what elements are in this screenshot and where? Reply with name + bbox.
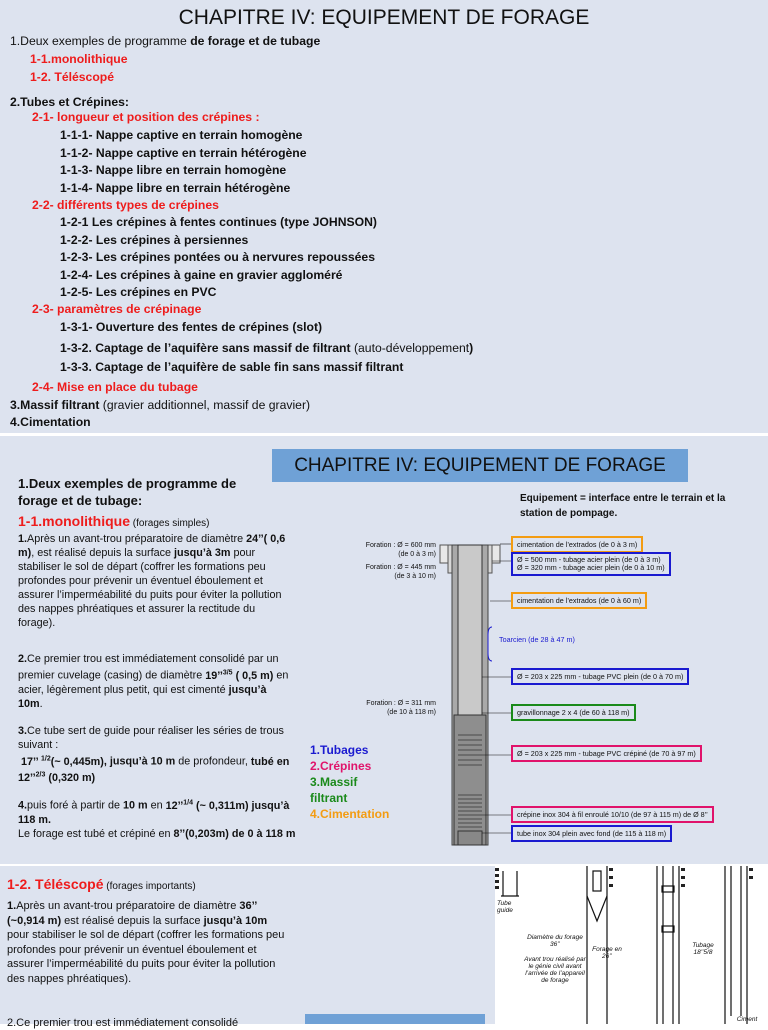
telescope-subheading: 1-2. Téléscopé (forages importants): [7, 876, 196, 892]
box-cementation-0-60: cimentation de l’extrados (de 0 à 60 m): [511, 592, 647, 609]
slide1-title: CHAPITRE IV: EQUIPEMENT DE FORAGE: [178, 6, 590, 29]
outline-line: 1-2-2- Les crépines à persiennes: [60, 233, 249, 247]
legend-tubages: 1.Tubages: [310, 743, 369, 757]
slide2-title: CHAPITRE IV: EQUIPEMENT DE FORAGE: [272, 449, 688, 482]
telescope-paragraph-1: 1.Après un avant-trou préparatoire de diamètre 36’’ (~0,914 m) est réalisé depuis la surface jusqu’à 10m pour stabiliser le sol de départ (coffrer les formations peu profondes pour prévenir un éventuel éboulement et assurer l’imperméabilité du puits pour éviter la pollution des nappes phréatiques).: [7, 900, 285, 985]
outline-line: 3.Massif filtrant (gravier additionnel, massif de gravier): [10, 398, 311, 412]
sketch-diametre: Diamètre du forage 36’’: [527, 934, 583, 948]
outline-line: 1-1-1- Nappe captive en terrain homogène: [60, 128, 303, 142]
leader-lines: [470, 535, 515, 840]
legend-cimentation: 4.Cimentation: [310, 807, 390, 821]
outline-line: 4.Cimentation: [10, 415, 91, 429]
sketch-avant-trou: Avant trou réalisé par le génie civil avant l’arrivée de l’appareil de forage: [524, 956, 586, 984]
mono-paragraph-4: 4.puis foré à partir de 10 m en 12’’$^{1/4}$ (~ 0,311m) jusqu’à 118 m. Le forage est tubé et crépiné en 8’’(0,203m) de 0 à 118 m: [18, 799, 296, 840]
outline-line: 1-2-4- Les crépines à gaine en gravier aggloméré: [60, 268, 343, 282]
outline-line: 1-2-1 Les crépines à fentes continues (type JOHNSON): [60, 215, 377, 229]
outline-line: 2.Tubes et Crépines:: [10, 95, 129, 109]
foration-600: Foration : Ø = 600 mm (de 0 à 3 m): [365, 542, 436, 558]
legend-crepines: 2.Crépines: [310, 759, 372, 773]
sketch-tube-guide: Tube guide: [497, 900, 513, 914]
telescope-sketch: [495, 866, 768, 1024]
legend-filtrant: filtrant: [310, 791, 348, 805]
outline-line: 1-2-5- Les crépines en PVC: [60, 285, 217, 299]
next-title-bar: [305, 1014, 485, 1024]
outline-line: 1-2. Téléscopé: [30, 70, 114, 84]
outline-line: 1-2-3- Les crépines pontées ou à nervures repoussées: [60, 250, 375, 264]
box-pvc-plein: Ø = 203 x 225 mm - tubage PVC plein (de 0 à 70 m): [511, 668, 689, 685]
box-tube-inox: tube inox 304 plein avec fond (de 115 à 118 m): [511, 825, 672, 842]
sketch-forage-26: Forage en 26’’: [592, 946, 622, 960]
sketch-ciment: Ciment: [736, 1016, 758, 1023]
equipement-note: Equipement = interface entre le terrain et la station de pompage.: [520, 493, 726, 519]
outline-line: 1-1-2- Nappe captive en terrain hétérogène: [60, 146, 307, 160]
mono-paragraph-3: 3.Ce tube sert de guide pour réaliser les séries de trous suivant : 17’’ $^{1/2}$(~ 0,445m), jusqu’à 10 m de profondeur, tubé en 12’’$^{2/3}$ (0,320 m): [18, 725, 290, 785]
diagram-legend: [310, 742, 389, 822]
outline-line: 1-1.monolithique: [30, 52, 128, 66]
mono-paragraph-1: 1.Après un avant-trou préparatoire de diamètre 24’’( 0,6 m), est réalisé depuis la surface jusqu’à 3m pour stabiliser le sol de départ (coffrer les formations peu profondes pour prévenir un éventuel éboulement et assurer l’imperméabilité du puits pour éviter la pollution des nappes phréatiques et assurer la rectitude du forage).: [18, 533, 286, 629]
outline-line: 2-1- longueur et position des crépines :: [32, 110, 260, 124]
foration-311: Foration : Ø = 311 mm (de 10 à 118 m): [366, 700, 436, 716]
outline-line: 1-3-1- Ouverture des fentes de crépines (slot): [60, 320, 323, 334]
slide2-heading: 1.Deux exemples de programme de: [18, 476, 237, 491]
outline-line: 1-1-3- Nappe libre en terrain homogène: [60, 163, 287, 177]
slide2-heading-2: forage et de tubage:: [18, 493, 143, 508]
mono-paragraph-2: 2.Ce premier trou est immédiatement consolidé par un premier cuvelage (casing) de diamètre 19’’$^{3/5}$ ( 0,5 m) en acier, légèrement plus petit, qui est cimenté jusqu’à 10m.: [18, 653, 289, 710]
outline-line: 2-3- paramètres de crépinage: [32, 302, 202, 316]
box-steel-casing: Ø = 500 mm - tubage acier plein (de 0 à 3 m) Ø = 320 mm - tubage acier plein (de 0 à 10 m): [511, 552, 671, 576]
outline-line: 1-3-2. Captage de l’aquifère sans massif de filtrant (auto-développement): [60, 341, 474, 355]
box-pvc-crepine: Ø = 203 x 225 mm - tubage PVC crépiné (de 70 à 97 m): [511, 745, 702, 762]
legend-massif: 3.Massif: [310, 775, 358, 789]
box-cementation-0-3: cimentation de l’extrados (de 0 à 3 m): [511, 536, 643, 553]
sketch-tubage: Tubage 18’’5/8: [692, 942, 714, 956]
box-gravillonnage: gravillonnage 2 x 4 (de 60 à 118 m): [511, 704, 636, 721]
box-crepine-inox: crépine inox 304 à fil enroulé 10/10 (de 97 à 115 m) de Ø 8’’: [511, 806, 714, 823]
foration-445: Foration : Ø = 445 mm (de 3 à 10 m): [365, 564, 436, 580]
monolithique-subheading: 1-1.monolithique (forages simples): [18, 513, 210, 529]
outline-line: 1.Deux exemples de programme de forage et de tubage: [10, 34, 321, 48]
telescope-paragraph-2: 2.Ce premier trou est immédiatement consolidé: [7, 1017, 239, 1029]
outline-line: 1-1-4- Nappe libre en terrain hétérogène: [60, 181, 291, 195]
label-toarcien: Toarcien (de 28 à 47 m): [499, 635, 575, 644]
outline-line: 2-4- Mise en place du tubage: [32, 380, 198, 394]
outline-line: 2-2- différents types de crépines: [32, 198, 219, 212]
outline-line: 1-3-3. Captage de l’aquifère de sable fin sans massif filtrant: [60, 360, 404, 374]
